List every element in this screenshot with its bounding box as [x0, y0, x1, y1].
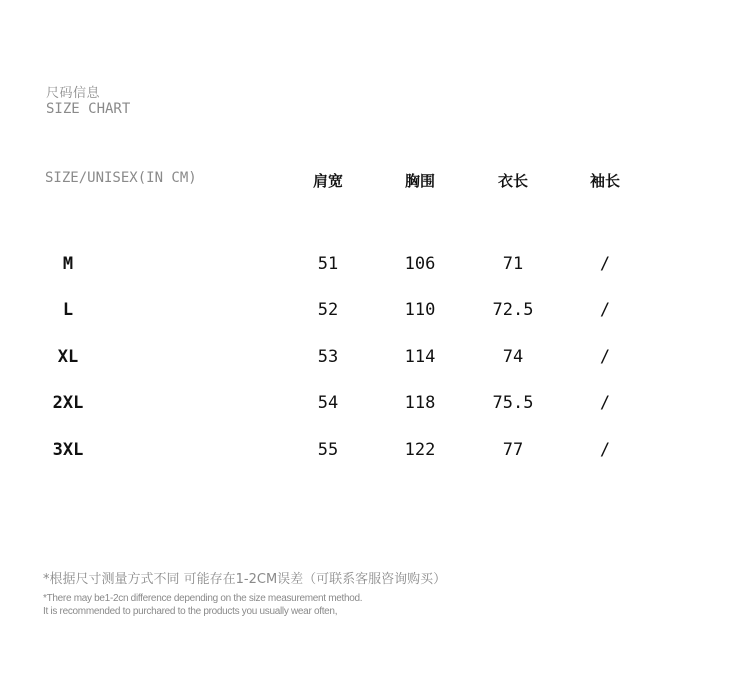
shoulder-value: 55 — [317, 439, 339, 460]
table-header — [0, 170, 750, 190]
sleeve-value: / — [599, 393, 611, 414]
sleeve-value: / — [599, 300, 611, 321]
table-row — [0, 300, 750, 346]
size-label: L — [62, 300, 74, 321]
length-value: 72.5 — [492, 300, 534, 321]
shoulder-value: 51 — [317, 254, 339, 274]
sleeve-value: / — [599, 254, 611, 274]
chest-value: 114 — [404, 346, 436, 367]
measurement-note-en-line1: *There may be1-2cn difference depending on the size measurement method. — [43, 593, 363, 604]
sleeve-length-header: 袖长 — [589, 172, 620, 190]
chest-value: 118 — [404, 393, 436, 414]
table-row — [0, 440, 750, 486]
size-label: M — [62, 254, 74, 274]
length-value: 77 — [502, 439, 524, 460]
size-chart-title-cn: 尺码信息 — [46, 86, 101, 101]
chest-value: 122 — [404, 439, 436, 460]
chest-value: 106 — [404, 254, 436, 274]
shoulder-width-header: 肩宽 — [312, 172, 343, 190]
length-value: 71 — [502, 254, 524, 274]
table-row — [0, 393, 750, 439]
chest-header: 胸围 — [404, 172, 435, 190]
measurement-note-cn: *根据尺寸测量方式不同 可能存在1-2CM误差（可联系客服咨询购买） — [43, 572, 447, 587]
length-value: 74 — [502, 346, 524, 367]
shoulder-value: 54 — [317, 393, 339, 414]
size-label: 3XL — [52, 439, 84, 460]
length-header: 衣长 — [497, 172, 528, 190]
chest-value: 110 — [404, 300, 436, 321]
size-label: 2XL — [52, 393, 84, 414]
measurement-note-en-line2: It is recommended to purchared to the products you usually wear often, — [43, 606, 338, 617]
sleeve-value: / — [599, 346, 611, 367]
table-row — [0, 254, 750, 300]
size-table-body — [0, 254, 750, 486]
length-value: 75.5 — [492, 393, 534, 414]
shoulder-value: 53 — [317, 346, 339, 367]
shoulder-value: 52 — [317, 300, 339, 321]
size-chart-title-en: SIZE CHART — [46, 101, 131, 117]
sleeve-value: / — [599, 439, 611, 460]
size-label: XL — [57, 346, 79, 367]
size-column-header: SIZE/UNISEX(IN CM) — [45, 170, 197, 186]
table-row — [0, 347, 750, 393]
